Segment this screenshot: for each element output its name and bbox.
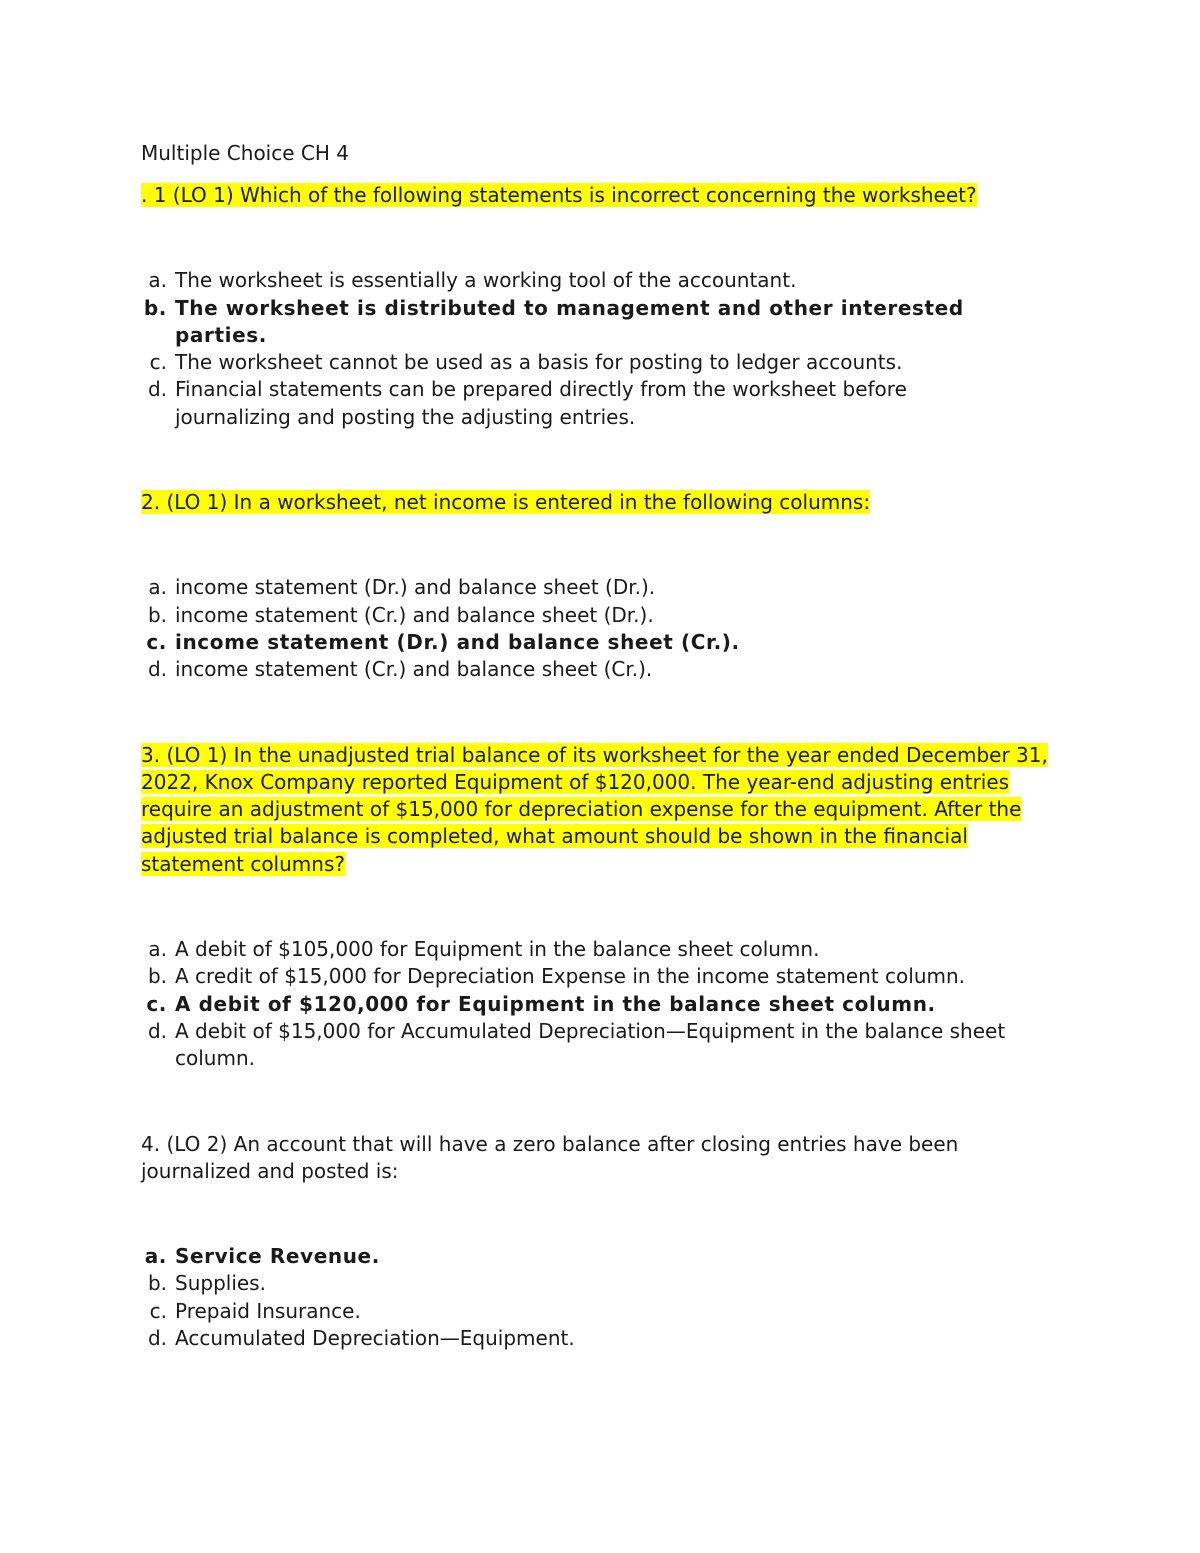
option-text: Financial statements can be prepared directly from the worksheet before journalizing and posting the adjusting entries. (175, 377, 907, 429)
option-letter: b. (147, 1271, 167, 1296)
question-2-option-d (141, 656, 1061, 683)
question-2-highlight: 2. (LO 1) In a worksheet, net income is entered in the following columns: (141, 490, 871, 515)
question-3-highlight: 3. (LO 1) In the unadjusted trial balance of its worksheet for the year ended December 31, 2022, Knox Company reported Equipment of $120,000. The year-end adjusting entries require an adjustment of $15,000 for depreciation expense for the equipment. After the adjusted trial balance is completed, what amount should be shown in the financial statement columns? (141, 742, 1048, 876)
question-1-option-c (141, 349, 1061, 376)
option-letter: b. (143, 295, 167, 320)
document-title: Multiple Choice CH 4 (141, 141, 349, 165)
option-text: Service Revenue. (175, 1244, 380, 1269)
option-letter: a. (148, 937, 167, 962)
option-text: Supplies. (175, 1271, 266, 1296)
question-1-option-d (141, 376, 1061, 431)
option-letter: c. (149, 350, 167, 375)
question-1-options (141, 267, 1061, 431)
question-4-option-c (141, 1298, 1061, 1325)
question-1-prompt (141, 182, 1061, 209)
option-text: income statement (Cr.) and balance sheet (Dr.). (175, 602, 654, 627)
option-letter: b. (147, 602, 167, 627)
question-4-option-a (141, 1243, 1061, 1270)
question-2-options (141, 574, 1061, 683)
option-text: The worksheet is essentially a working tool of the accountant. (175, 268, 797, 293)
question-3-option-a (141, 936, 1061, 963)
option-text: Prepaid Insurance. (175, 1298, 361, 1323)
question-2-option-a (141, 574, 1061, 601)
option-text: income statement (Dr.) and balance sheet (Dr.). (175, 575, 656, 600)
question-4-option-b (141, 1270, 1061, 1297)
question-3-option-c (141, 991, 1061, 1018)
option-text: The worksheet is distributed to management and other interested parties. (175, 295, 964, 347)
question-3-option-b (141, 963, 1061, 990)
option-text: The worksheet cannot be used as a basis for posting to ledger accounts. (175, 350, 903, 375)
option-letter: d. (147, 1018, 167, 1043)
question-1-option-a (141, 267, 1061, 294)
option-letter: c. (149, 1298, 167, 1323)
option-text: Accumulated Depreciation—Equipment. (175, 1326, 575, 1351)
question-1-highlight: . 1 (LO 1) Which of the following statements is incorrect concerning the worksheet? (141, 183, 977, 207)
question-3-option-d (141, 1018, 1061, 1073)
option-text: income statement (Dr.) and balance sheet (Cr.). (175, 629, 740, 654)
option-letter: c. (146, 991, 167, 1016)
question-2-option-b (141, 602, 1061, 629)
option-letter: d. (147, 377, 167, 402)
question-3-options (141, 936, 1061, 1072)
question-2-option-c (141, 629, 1061, 656)
option-letter: a. (144, 1244, 167, 1269)
question-1-option-b (141, 295, 1061, 350)
question-4-prompt: 4. (LO 2) An account that will have a zero balance after closing entries have been journalized and posted is: (141, 1131, 959, 1183)
option-text: income statement (Cr.) and balance sheet (Cr.). (175, 657, 653, 682)
option-text: A debit of $105,000 for Equipment in the balance sheet column. (175, 937, 820, 962)
option-letter: c. (146, 629, 167, 654)
option-letter: a. (148, 575, 167, 600)
option-text: A debit of $120,000 for Equipment in the balance sheet column. (175, 991, 936, 1016)
option-letter: a. (148, 268, 167, 293)
option-letter: d. (147, 1326, 167, 1351)
option-letter: d. (147, 657, 167, 682)
question-3-prompt (141, 742, 1061, 878)
question-4-options (141, 1243, 1061, 1352)
question-4-option-d (141, 1325, 1061, 1352)
document-page (141, 140, 1061, 1352)
option-letter: b. (147, 964, 167, 989)
option-text: A debit of $15,000 for Accumulated Depreciation—Equipment in the balance sheet column. (175, 1018, 1006, 1071)
question-2-prompt (141, 489, 1061, 516)
option-text: A credit of $15,000 for Depreciation Expense in the income statement column. (175, 964, 966, 989)
